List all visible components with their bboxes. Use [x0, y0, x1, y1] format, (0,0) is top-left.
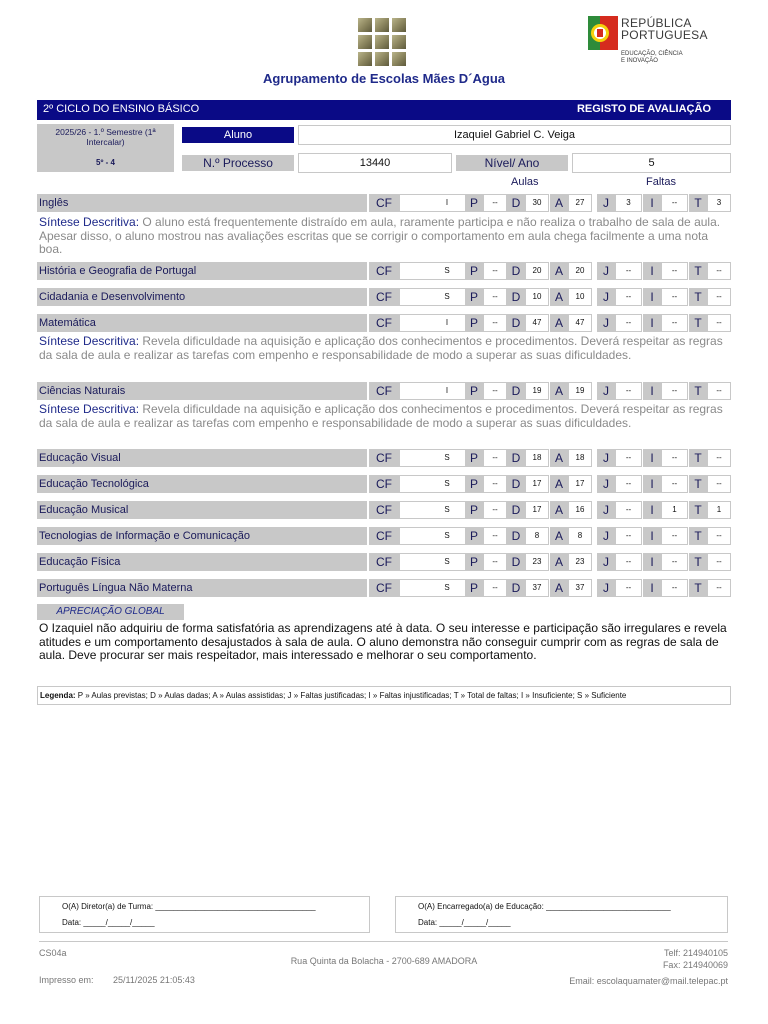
- d-value: 37: [525, 579, 549, 597]
- i-label: I: [643, 501, 661, 519]
- j-label: J: [597, 449, 615, 467]
- i-value: --: [661, 553, 688, 571]
- p-label: P: [465, 527, 483, 545]
- subject-row: [37, 288, 731, 306]
- p-label: P: [465, 449, 483, 467]
- i-value: --: [661, 194, 688, 212]
- a-value: 17: [568, 475, 592, 493]
- d-value: 18: [525, 449, 549, 467]
- d-label: D: [507, 553, 525, 571]
- legend: Legenda: P » Aulas previstas; D » Aulas dadas; A » Aulas assistidas; J » Faltas justificadas; I » Faltas injustificadas; T » Total de faltas; I » Insuficiente; S » Suficiente: [37, 686, 731, 705]
- d-label: D: [507, 579, 525, 597]
- j-label: J: [597, 527, 615, 545]
- t-value: 1: [707, 501, 731, 519]
- d-label: D: [507, 501, 525, 519]
- j-label: J: [597, 501, 615, 519]
- t-value: --: [707, 449, 731, 467]
- i-value: --: [661, 288, 688, 306]
- a-label: A: [550, 262, 568, 280]
- synthesis-math: Síntese Descritiva: Revela dificuldade na aquisição e aplicação dos conhecimentos e procedimentos. Deverá respeitar as regras da sala de aula e realizar as tarefas com empenho e responsabilidade de modo a superar as suas dificuldades.: [39, 334, 723, 362]
- i-label: I: [643, 449, 661, 467]
- cf-value: I: [399, 382, 495, 400]
- report-title: REGISTO DE AVALIAÇÃO: [576, 103, 711, 115]
- a-value: 37: [568, 579, 592, 597]
- synthesis-science: Síntese Descritiva: Revela dificuldade na aquisição e aplicação dos conhecimentos e procedimentos. Deverá respeitar as regras da sala de aula e realizar as tarefas com empenho e responsabilidade de modo a superar as suas dificuldades.: [39, 402, 723, 430]
- cf-label: CF: [369, 314, 399, 332]
- cf-value: S: [399, 449, 495, 467]
- d-label: D: [507, 449, 525, 467]
- p-value: --: [483, 475, 507, 493]
- footer-address: Rua Quinta da Bolacha - 2700-689 AMADORA: [290, 956, 478, 966]
- d-value: 20: [525, 262, 549, 280]
- a-value: 10: [568, 288, 592, 306]
- cf-value: S: [399, 288, 495, 306]
- j-value: --: [615, 262, 642, 280]
- p-label: P: [465, 553, 483, 571]
- subject-row: [37, 501, 731, 519]
- subject-row: [37, 382, 731, 400]
- cf-value: S: [399, 262, 495, 280]
- republic-emblem-icon: [588, 16, 618, 50]
- d-label: D: [507, 194, 525, 212]
- p-label: P: [465, 579, 483, 597]
- d-label: D: [507, 382, 525, 400]
- a-value: 23: [568, 553, 592, 571]
- i-value: --: [661, 382, 688, 400]
- p-value: --: [483, 553, 507, 571]
- t-label: T: [689, 553, 707, 571]
- cf-label: CF: [369, 262, 399, 280]
- p-value: --: [483, 262, 507, 280]
- p-label: P: [465, 288, 483, 306]
- a-label: A: [550, 579, 568, 597]
- d-value: 47: [525, 314, 549, 332]
- school-title: Agrupamento de Escolas Mães D´Agua: [263, 71, 505, 86]
- global-appreciation-label: APRECIAÇÃO GLOBAL: [37, 604, 184, 620]
- p-label: P: [465, 194, 483, 212]
- a-value: 18: [568, 449, 592, 467]
- j-label: J: [597, 382, 615, 400]
- t-value: --: [707, 314, 731, 332]
- t-label: T: [689, 475, 707, 493]
- t-label: T: [689, 382, 707, 400]
- subject-row: [37, 314, 731, 332]
- cf-value: S: [399, 527, 495, 545]
- director-signature-line: O(A) Diretor(a) de Turma: ____________________________________: [62, 902, 316, 911]
- j-label: J: [597, 475, 615, 493]
- t-value: --: [707, 553, 731, 571]
- subject-name: Educação Tecnológica: [37, 475, 367, 493]
- subject-name: Educação Física: [37, 553, 367, 571]
- cf-label: CF: [369, 449, 399, 467]
- t-value: --: [707, 475, 731, 493]
- t-label: T: [689, 194, 707, 212]
- d-value: 17: [525, 475, 549, 493]
- a-value: 8: [568, 527, 592, 545]
- p-value: --: [483, 288, 507, 306]
- cf-label: CF: [369, 553, 399, 571]
- t-label: T: [689, 262, 707, 280]
- p-value: --: [483, 194, 507, 212]
- subject-row: [37, 449, 731, 467]
- i-value: 1: [661, 501, 688, 519]
- subject-row: [37, 527, 731, 545]
- footer-divider: [39, 941, 728, 942]
- subject-name: Português Língua Não Materna: [37, 579, 367, 597]
- p-value: --: [483, 501, 507, 519]
- subject-name: Inglês: [37, 194, 367, 212]
- subject-name: Educação Musical: [37, 501, 367, 519]
- a-value: 19: [568, 382, 592, 400]
- i-label: I: [643, 527, 661, 545]
- p-label: P: [465, 475, 483, 493]
- t-value: --: [707, 262, 731, 280]
- period-label: 2025/26 - 1.º Semestre (1ª Intercalar): [55, 127, 156, 147]
- subject-name: Tecnologias de Informação e Comunicação: [37, 527, 367, 545]
- ministry-name: EDUCAÇÃO, CIÊNCIA E INOVAÇÃO: [621, 51, 683, 64]
- i-label: I: [643, 194, 661, 212]
- subject-name: Cidadania e Desenvolvimento: [37, 288, 367, 306]
- a-label: A: [550, 475, 568, 493]
- cf-value: I: [399, 314, 495, 332]
- subject-name: História e Geografia de Portugal: [37, 262, 367, 280]
- j-value: --: [615, 553, 642, 571]
- process-number-value: 13440: [298, 153, 452, 173]
- d-value: 23: [525, 553, 549, 571]
- t-value: --: [707, 288, 731, 306]
- i-label: I: [643, 288, 661, 306]
- j-value: --: [615, 288, 642, 306]
- j-label: J: [597, 262, 615, 280]
- p-value: --: [483, 579, 507, 597]
- t-value: --: [707, 527, 731, 545]
- subject-name: Ciências Naturais: [37, 382, 367, 400]
- cf-label: CF: [369, 288, 399, 306]
- school-logo: [358, 18, 408, 68]
- t-label: T: [689, 579, 707, 597]
- absences-header: Faltas: [646, 176, 676, 188]
- j-label: J: [597, 314, 615, 332]
- guardian-signature-box: [395, 896, 728, 933]
- i-label: I: [643, 382, 661, 400]
- j-label: J: [597, 579, 615, 597]
- p-label: P: [465, 314, 483, 332]
- level-label: Nível/ Ano: [456, 155, 568, 171]
- t-value: --: [707, 382, 731, 400]
- d-label: D: [507, 288, 525, 306]
- a-label: A: [550, 382, 568, 400]
- j-value: --: [615, 501, 642, 519]
- d-value: 17: [525, 501, 549, 519]
- subject-row: [37, 475, 731, 493]
- director-signature-box: [39, 896, 370, 933]
- p-value: --: [483, 527, 507, 545]
- cf-label: CF: [369, 382, 399, 400]
- i-label: I: [643, 314, 661, 332]
- cycle-label: 2º CICLO DO ENSINO BÁSICO: [43, 103, 200, 115]
- a-value: 27: [568, 194, 592, 212]
- cf-value: S: [399, 553, 495, 571]
- i-value: --: [661, 449, 688, 467]
- cf-value: S: [399, 579, 495, 597]
- subject-name: Matemática: [37, 314, 367, 332]
- i-value: --: [661, 579, 688, 597]
- t-label: T: [689, 501, 707, 519]
- student-name-label: Aluno: [182, 127, 294, 143]
- cf-label: CF: [369, 475, 399, 493]
- classes-header: Aulas: [511, 176, 539, 188]
- guardian-signature-line: O(A) Encarregado(a) de Educação: ____________________________: [418, 902, 671, 911]
- i-label: I: [643, 553, 661, 571]
- a-label: A: [550, 527, 568, 545]
- j-label: J: [597, 288, 615, 306]
- subject-row: [37, 579, 731, 597]
- d-value: 19: [525, 382, 549, 400]
- guardian-date-line: Data: _____/_____/_____: [418, 918, 511, 927]
- p-label: P: [465, 382, 483, 400]
- j-value: --: [615, 314, 642, 332]
- d-value: 8: [525, 527, 549, 545]
- form-code: CS04a: [39, 948, 67, 958]
- student-name-value: Izaquiel Gabriel C. Veiga: [298, 125, 731, 145]
- cf-label: CF: [369, 527, 399, 545]
- global-appreciation-text: O Izaquiel não adquiriu de forma satisfatória as aprendizagens até à data. O seu interesse e participação são irregulares e revela atitudes e um comportamento desajustados à sala de aula. O aluno demonstra não conseguir cumprir com as regras de sala de aula. Deve procurar ser mais respeitador, mais interessado e melhorar o seu comportamento.: [39, 621, 727, 662]
- i-label: I: [643, 475, 661, 493]
- director-date-line: Data: _____/_____/_____: [62, 918, 155, 927]
- j-value: --: [615, 449, 642, 467]
- j-value: 3: [615, 194, 642, 212]
- t-label: T: [689, 314, 707, 332]
- p-label: P: [465, 501, 483, 519]
- a-label: A: [550, 194, 568, 212]
- a-label: A: [550, 288, 568, 306]
- process-number-label: N.º Processo: [182, 155, 294, 171]
- class-label: 5º - 4: [96, 158, 115, 167]
- a-label: A: [550, 553, 568, 571]
- report-band: [37, 100, 731, 120]
- j-label: J: [597, 194, 615, 212]
- d-label: D: [507, 314, 525, 332]
- cf-label: CF: [369, 194, 399, 212]
- cf-value: S: [399, 501, 495, 519]
- d-label: D: [507, 475, 525, 493]
- t-value: 3: [707, 194, 731, 212]
- a-label: A: [550, 501, 568, 519]
- p-value: --: [483, 382, 507, 400]
- j-label: J: [597, 553, 615, 571]
- p-value: --: [483, 449, 507, 467]
- a-value: 16: [568, 501, 592, 519]
- i-value: --: [661, 527, 688, 545]
- printed-date: 25/11/2025 21:05:43: [113, 975, 195, 985]
- i-label: I: [643, 262, 661, 280]
- subject-row: [37, 194, 731, 212]
- t-label: T: [689, 449, 707, 467]
- t-value: --: [707, 579, 731, 597]
- p-label: P: [465, 262, 483, 280]
- footer-fax: Fax: 214940069: [662, 960, 728, 970]
- level-value: 5: [572, 153, 731, 173]
- footer-email: Email: escolaquamater@mail.telepac.pt: [569, 976, 728, 986]
- d-value: 30: [525, 194, 549, 212]
- i-label: I: [643, 579, 661, 597]
- i-value: --: [661, 262, 688, 280]
- a-value: 20: [568, 262, 592, 280]
- cf-label: CF: [369, 579, 399, 597]
- printed-label: Impresso em:: [39, 975, 94, 985]
- d-label: D: [507, 527, 525, 545]
- j-value: --: [615, 527, 642, 545]
- synthesis-english: Síntese Descritiva: O aluno está frequentemente distraído em aula, raramente participa e não realiza o trabalho de sala de aula. Apesar disso, o aluno mostrou nas avaliações escritas que se corrigir o comportamento em aula chega facilmente a uma nota boa.: [39, 215, 721, 256]
- t-label: T: [689, 288, 707, 306]
- j-value: --: [615, 382, 642, 400]
- cf-value: I: [399, 194, 495, 212]
- i-value: --: [661, 475, 688, 493]
- a-value: 47: [568, 314, 592, 332]
- cf-label: CF: [369, 501, 399, 519]
- footer-phone: Telf: 214940105: [663, 948, 728, 958]
- republic-name: REPÚBLICA PORTUGUESA: [621, 16, 708, 42]
- subject-name: Educação Visual: [37, 449, 367, 467]
- d-value: 10: [525, 288, 549, 306]
- subject-row: [37, 262, 731, 280]
- d-label: D: [507, 262, 525, 280]
- cf-value: S: [399, 475, 495, 493]
- j-value: --: [615, 579, 642, 597]
- j-value: --: [615, 475, 642, 493]
- subject-row: [37, 553, 731, 571]
- a-label: A: [550, 314, 568, 332]
- t-label: T: [689, 527, 707, 545]
- a-label: A: [550, 449, 568, 467]
- p-value: --: [483, 314, 507, 332]
- i-value: --: [661, 314, 688, 332]
